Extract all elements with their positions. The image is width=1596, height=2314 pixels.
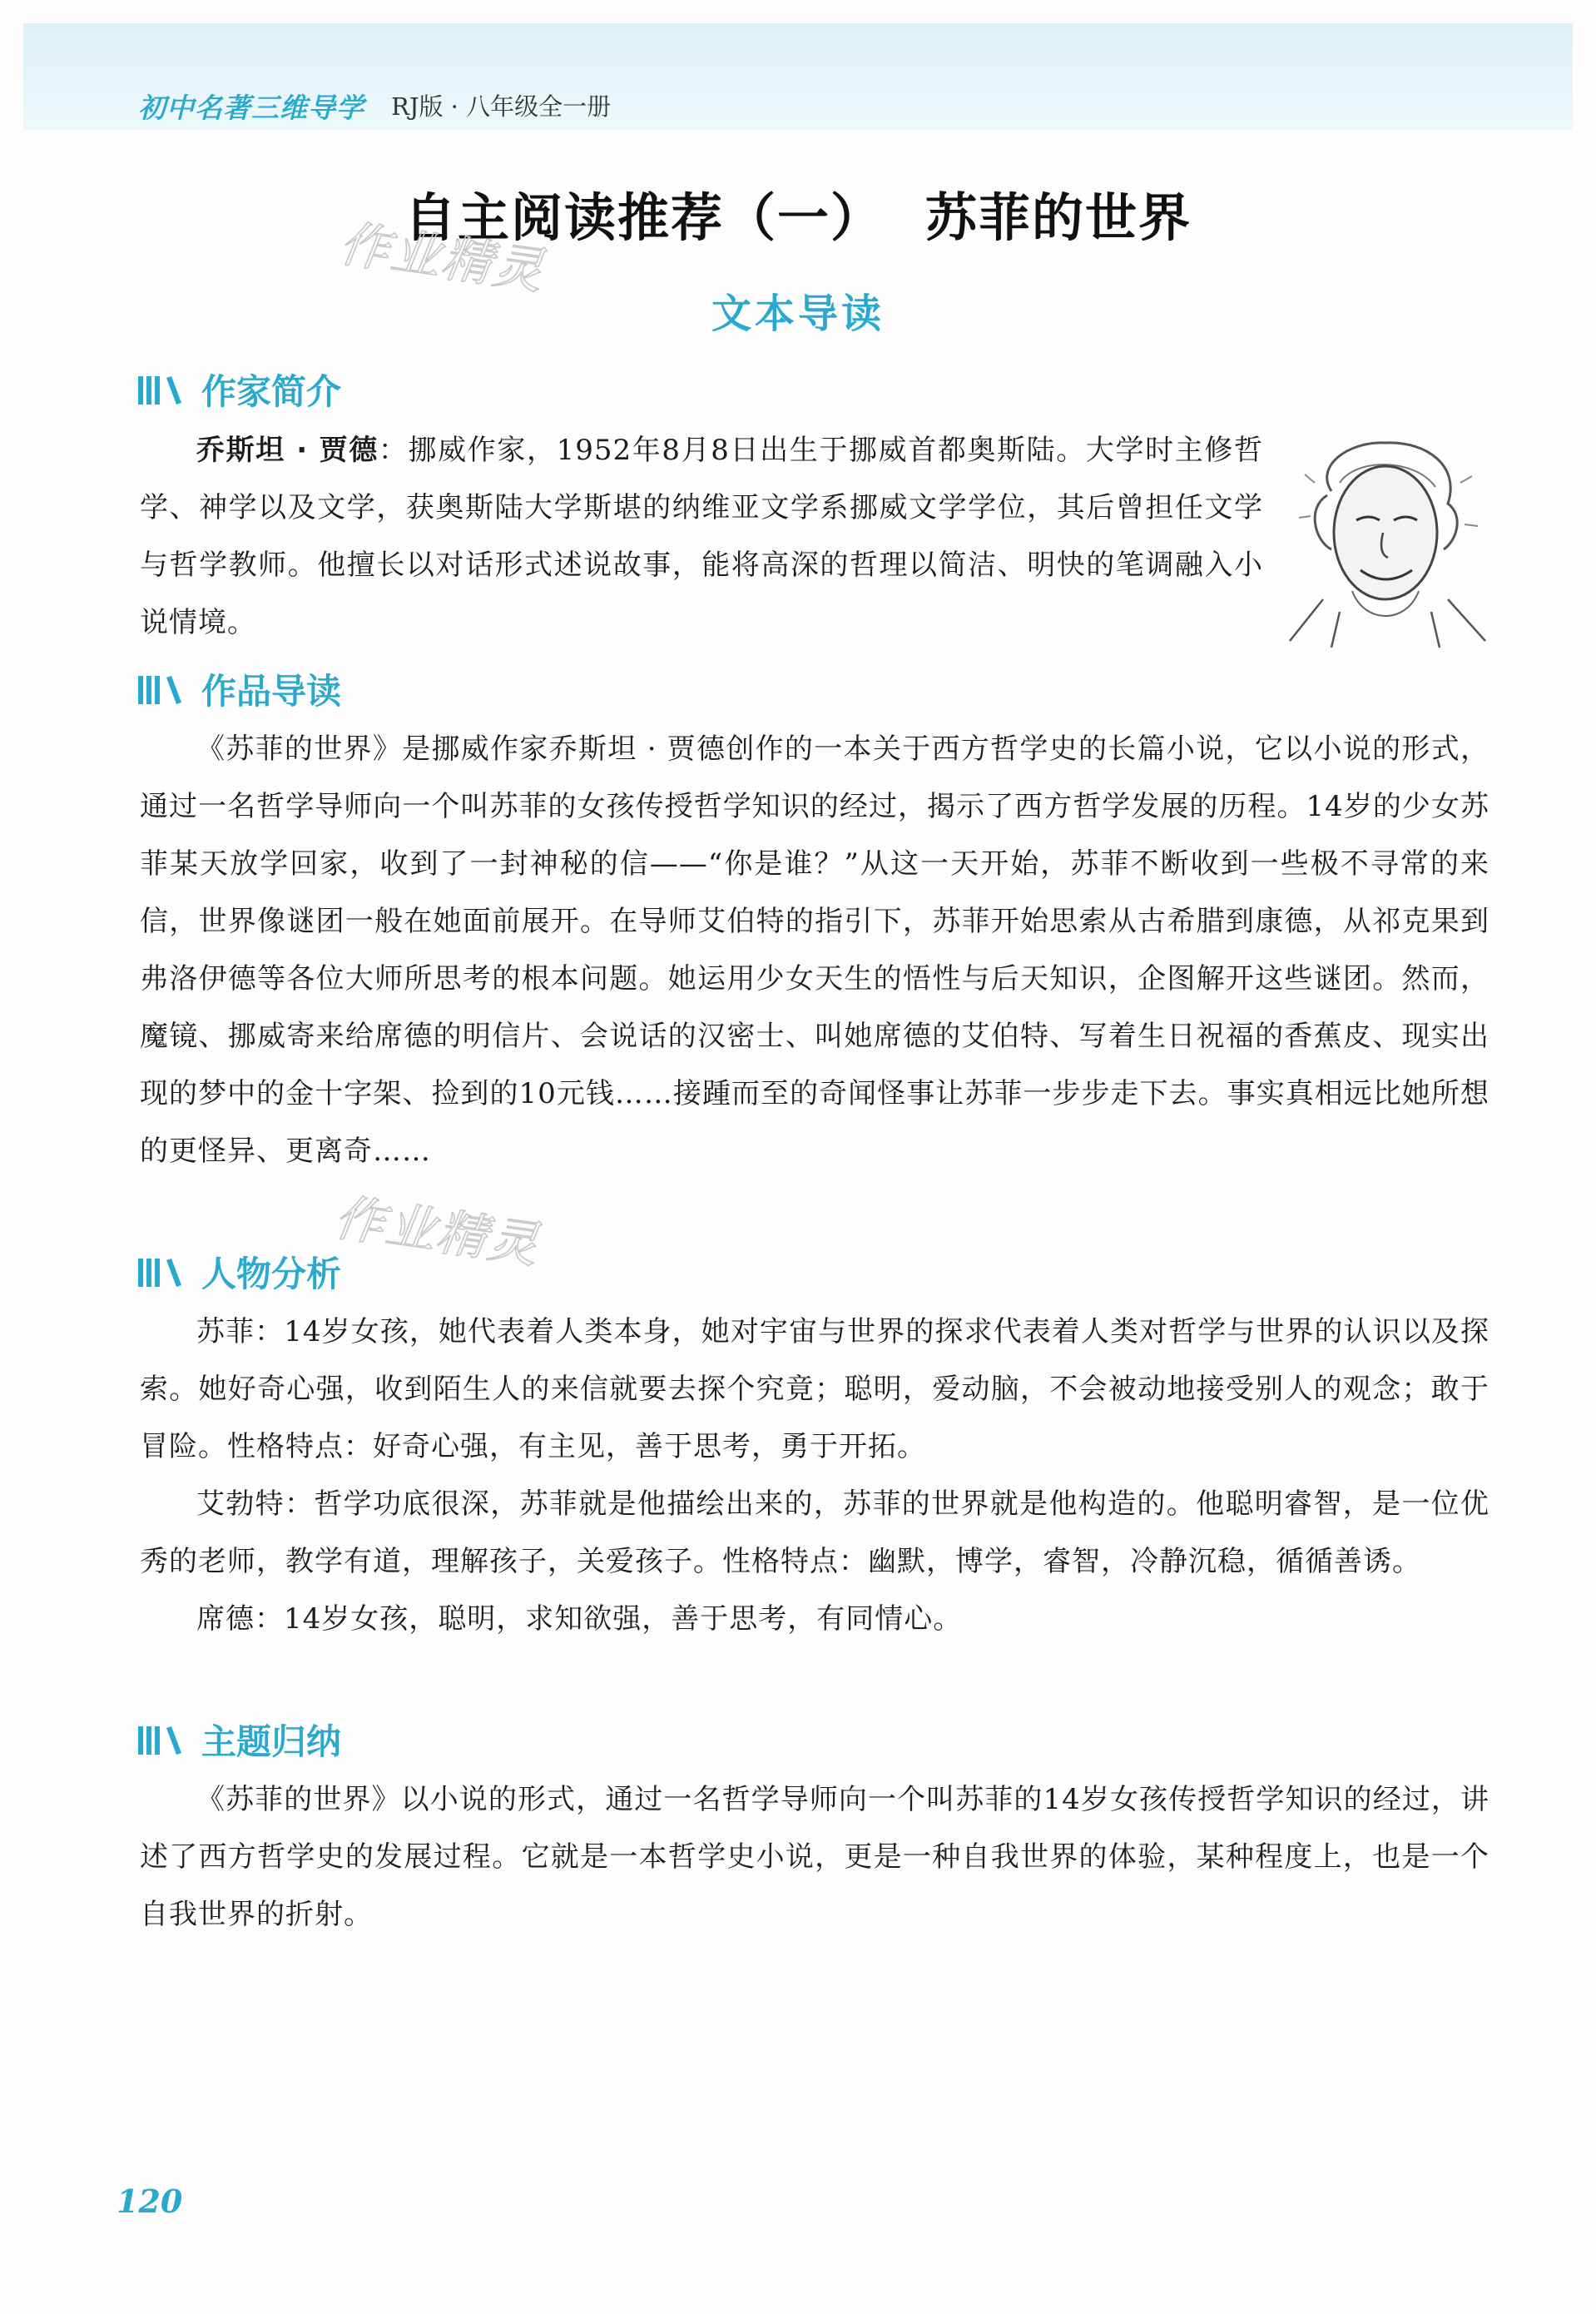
guide-paragraph [140, 721, 1489, 1180]
books-stripes-icon [138, 1255, 190, 1289]
watermark: 作业精灵 [330, 1189, 543, 1275]
guide-text: 《苏菲的世界》是挪威作家乔斯坦 · 贾德创作的一本关于西方哲学史的长篇小说，它以小说的形式，通过一名哲学导师向一个叫苏菲的女孩传授哲学知识的经过，揭示了西方哲学发展的历程。14岁的少女苏菲某天放学回家，收到了一封神秘的信——“你是谁？”从这一天开始，苏菲不断收到一些极不寻常的来信，世界像谜团一般在她面前展开。在导师艾伯特的指引下，苏菲开始思索从古希腊到康德，从祁克果到弗洛伊德等各位大师所思考的根本问题。她运用少女天生的悟性与后天知识，企图解开这些谜团。然而，魔镜、挪威寄来给席德的明信片、会说话的汉密士、叫她席德的艾伯特、写着生日祝福的香蕉皮、现实出现的梦中的金十字架、捡到的10元钱……接踵而至的奇闻怪事让苏菲一步步走下去。事实真相远比她所想的更怪异、更离奇…… [140, 732, 1489, 1168]
character-sophie: 苏菲：14岁女孩，她代表着人类本身，她对宇宙与世界的探求代表着人类对哲学与世界的认识以及探索。她好奇心强，收到陌生人的来信就要去探个究竟；聪明，爱动脑，不会被动地接受别人的观念；敢于冒险。性格特点：好奇心强，有主见，善于思考，勇于开拓。 [140, 1315, 1489, 1463]
page-number: 120 [116, 2182, 183, 2220]
author-name: 乔斯坦 · 贾德 [196, 434, 379, 467]
heading-theme [138, 1715, 341, 1765]
characters-paragraphs [140, 1303, 1489, 1648]
author-portrait [1281, 433, 1489, 649]
books-stripes-icon [138, 373, 190, 406]
watermark: 作业精灵 [335, 215, 548, 301]
page-title [0, 176, 1596, 251]
theme-paragraph [140, 1771, 1489, 1944]
heading-theme-label: 主题归纳 [201, 1721, 342, 1762]
character-albert: 艾勃特：哲学功底很深，苏菲就是他描绘出来的，苏菲的世界就是他构造的。他聪明睿智，是一位优秀的老师，教学有道，理解孩子，关爱孩子。性格特点：幽默，博学，睿智，冷静沉稳，循循善诱。 [140, 1487, 1489, 1578]
page-title-main: 自主阅读推荐（一） [404, 187, 884, 248]
heading-guide [138, 664, 341, 714]
series-title: 初中名著三维导学 [138, 92, 364, 124]
author-paragraph [140, 422, 1263, 652]
heading-characters [138, 1247, 341, 1297]
edition-label: RJ版 · 八年级全一册 [391, 92, 612, 121]
heading-author [138, 365, 341, 415]
character-hilde: 席德：14岁女孩，聪明，求知欲强，善于思考，有同情心。 [196, 1602, 963, 1636]
heading-guide-label: 作品导读 [201, 671, 342, 712]
books-stripes-icon [138, 673, 190, 706]
books-stripes-icon [138, 1723, 190, 1756]
heading-author-label: 作家简介 [201, 371, 342, 412]
author-bio: ：挪威作家，1952年8月8日出生于挪威首都奥斯陆。大学时主修哲学、神学以及文学，获奥斯陆大学斯堪的纳维亚文学系挪威文学学位，其后曾担任文学与哲学教师。他擅长以对话形式述说故事，能将高深的哲理以简洁、明快的笔调融入小说情境。 [140, 434, 1263, 639]
section-title: 文本导读 [711, 290, 885, 337]
heading-characters-label: 人物分析 [201, 1254, 342, 1294]
theme-text: 《苏菲的世界》以小说的形式，通过一名哲学导师向一个叫苏菲的14岁女孩传授哲学知识的经过，讲述了西方哲学史的发展过程。它就是一本哲学史小说，更是一种自我世界的体验，某种程度上，也是一个自我世界的折射。 [140, 1783, 1489, 1931]
page-title-book: 苏菲的世界 [925, 187, 1192, 248]
